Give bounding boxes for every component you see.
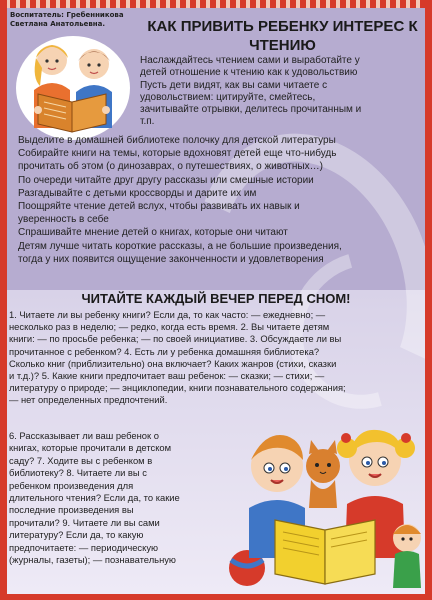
tip-line: Поощряйте чтение детей вслух, чтобы развивать их навык и xyxy=(18,201,300,213)
section-heading: ЧИТАЙТЕ КАЖДЫЙ ВЕЧЕР ПЕРЕД СНОМ! xyxy=(81,291,351,306)
questionnaire-line: Сколько книг (приблизительно) она включает? Каких жанров (стихи, сказки xyxy=(9,357,337,369)
children-reading-illustration xyxy=(14,28,132,142)
tip-line: тогда у них появится ощущение законченности и удовлетворения xyxy=(18,253,324,265)
tip-line: Разгадывайте с детьми кроссворды и дарите их им xyxy=(18,187,257,199)
intro-paragraph xyxy=(140,55,425,129)
questionnaire-part-2 xyxy=(9,430,237,566)
intro-line: зачитывайте отрывки, делитесь прочитанным и xyxy=(140,104,362,116)
author-credit xyxy=(10,11,140,29)
tip-line: Детям лучше читать короткие рассказы, а не большие произведения, xyxy=(18,240,342,252)
intro-line: Пусть дети видят, как вы сами читаете с xyxy=(140,79,328,91)
frame-top-border xyxy=(0,0,432,8)
intro-line: удовольствием: цитируйте, смейтесь, xyxy=(140,91,316,103)
questionnaire-line: длительного чтения? Если да, то какие xyxy=(9,492,180,504)
children-with-cat-illustration xyxy=(225,408,425,596)
tip-line: По очереди читайте друг другу рассказы или смешные истории xyxy=(18,174,314,186)
questionnaire-line: 6. Рассказывает ли ваш ребенок о xyxy=(9,430,159,441)
questionnaire-line: книги: — по просьбе ребенка; — по своей инициативе. 3. Обсуждаете ли вы xyxy=(9,333,342,345)
title-line-2: ЧТЕНИЮ xyxy=(249,37,316,54)
questionnaire-line: несколько раз в неделю; — редко, когда есть время. 2. Вы читаете детям xyxy=(9,321,330,333)
author-line-2: Светлана Анатольевна. xyxy=(10,20,106,28)
tip-line: Собирайте книги на темы, которые вдохновят детей еще что-нибудь xyxy=(18,148,337,160)
tip-line: уверенность в себе xyxy=(18,214,109,226)
questionnaire-line: 1. Читаете ли вы ребенку книги? Если да, то как часто: — ежедневно; — xyxy=(9,309,326,320)
questionnaire-line: предпочитаете: — периодическую xyxy=(9,541,159,553)
questionnaire-line: прочитали? 9. Читаете ли вы сами xyxy=(9,516,160,528)
questionnaire-line: саду? 7. Ходите вы с ребенком в xyxy=(9,454,153,466)
questionnaire-line: — нет определенных предпочтений. xyxy=(9,394,168,406)
title-line-1: КАК ПРИВИТЬ РЕБЕНКУ ИНТЕРЕС К xyxy=(147,18,418,35)
questionnaire-line: литературу о природе; — энциклопедии, книги познавательного содержания; xyxy=(9,382,346,394)
questionnaire-line: и т.д.)? 5. Какие книги предпочитает ваш ребенок: — сказки; — стихи; — xyxy=(9,370,325,382)
frame-right-border xyxy=(425,0,432,600)
tip-line: Спрашивайте мнение детей о книгах, которые они читают xyxy=(18,227,288,239)
questionnaire-line: библиотеку? 8. Читаете ли вы с xyxy=(9,467,147,479)
questionnaire-line: последние произведения вы xyxy=(9,504,134,516)
questionnaire-line: ребенком произведения для xyxy=(9,479,134,491)
intro-line: детей отношение к чтению как к удовольствию xyxy=(140,67,358,79)
questionnaire-line: книгах, которые прочитали в детском xyxy=(9,442,172,454)
questionnaire-line: литературу? Если да, то какую xyxy=(9,529,144,541)
questionnaire-line: прочитанное с ребенком? 4. Есть ли у ребенка домашняя библиотека? xyxy=(9,345,320,357)
author-line-1: Воспитатель: Гребенникова xyxy=(10,11,124,19)
questionnaire-line: (журналы, газеты); — познавательную xyxy=(9,554,176,566)
intro-line: Наслаждайтесь чтением сами и выработайте у xyxy=(140,55,360,66)
tip-line: Выделите в домашней библиотеке полочку для детской литературы xyxy=(18,135,336,146)
tips-list xyxy=(18,134,418,266)
intro-line: т.п. xyxy=(140,116,155,128)
frame-left-border xyxy=(0,0,7,600)
tip-line: прочитать об этом (о динозаврах, о путешествиях, о животных…) xyxy=(18,161,323,173)
page-title xyxy=(140,17,425,55)
questionnaire-part-1 xyxy=(9,309,421,407)
